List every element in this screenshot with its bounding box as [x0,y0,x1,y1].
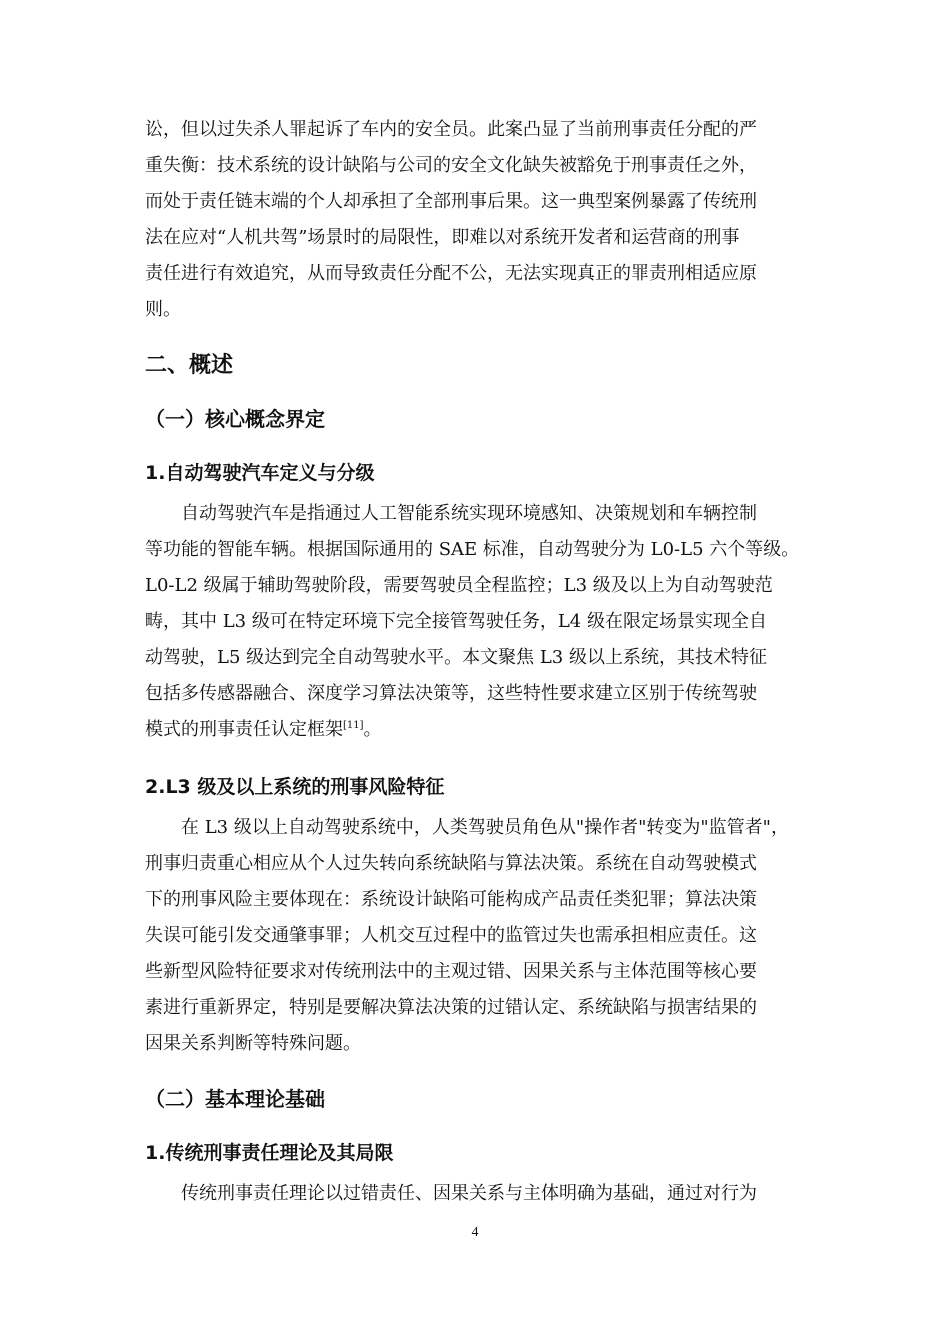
citation-reference: [11] [343,720,364,731]
paragraph-line: 等功能的智能车辆。根据国际通用的 SAE 标准，自动驾驶分为 L0-L5 六个等级。 [145,539,800,560]
paragraph-line: 因果关系判断等特殊问题。 [145,1033,361,1054]
paragraph-line: 动驾驶，L5 级达到完全自动驾驶水平。本文聚焦 L3 级以上系统，其技术特征 [145,647,767,668]
paragraph-line: 些新型风险特征要求对传统刑法中的主观过错、因果关系与主体范围等核心要 [145,961,757,982]
paragraph-line: 法在应对“人机共驾”场景时的局限性，即难以对系统开发者和运营商的刑事 [145,227,740,248]
paragraph-line [145,718,382,742]
paragraph-text: 模式的刑事责任认定框架 [145,719,343,740]
paragraph-line: 重失衡：技术系统的设计缺陷与公司的安全文化缺失被豁免于刑事责任之外， [145,155,757,176]
item-heading: 1.自动驾驶汽车定义与分级 [145,462,375,484]
paragraph-line: 则。 [145,299,181,320]
paragraph-line: 讼，但以过失杀人罪起诉了车内的安全员。此案凸显了当前刑事责任分配的严 [145,119,757,140]
paragraph-line: 传统刑事责任理论以过错责任、因果关系与主体明确为基础，通过对行为 [181,1183,757,1204]
paragraph-line: 而处于责任链末端的个人却承担了全部刑事后果。这一典型案例暴露了传统刑 [145,191,757,212]
paragraph-line: L0-L2 级属于辅助驾驶阶段，需要驾驶员全程监控；L3 级及以上为自动驾驶范 [145,575,773,596]
paragraph-line: 责任进行有效追究，从而导致责任分配不公，无法实现真正的罪责刑相适应原 [145,263,757,284]
paragraph-text: 。 [363,719,382,740]
paragraph-line: 下的刑事风险主要体现在：系统设计缺陷可能构成产品责任类犯罪；算法决策 [145,889,757,910]
item-heading: 2.L3 级及以上系统的刑事风险特征 [145,776,445,798]
paragraph-line: 在 L3 级以上自动驾驶系统中，人类驾驶员角色从"操作者"转变为"监管者"， [181,817,789,838]
paragraph-line: 失误可能引发交通肇事罪；人机交互过程中的监管过失也需承担相应责任。这 [145,925,757,946]
paragraph-line: 畴，其中 L3 级可在特定环境下完全接管驾驶任务，L4 级在限定场景实现全自 [145,611,767,632]
subsection-heading: （一）核心概念界定 [145,407,325,431]
paragraph-line: 素进行重新界定，特别是要解决算法决策的过错认定、系统缺陷与损害结果的 [145,997,757,1018]
item-heading: 1.传统刑事责任理论及其局限 [145,1142,394,1164]
page-number: 4 [471,1225,479,1240]
subsection-heading: （二）基本理论基础 [145,1087,325,1111]
paragraph-line: 刑事归责重心相应从个人过失转向系统缺陷与算法决策。系统在自动驾驶模式 [145,853,757,874]
paragraph-line: 自动驾驶汽车是指通过人工智能系统实现环境感知、决策规划和车辆控制 [181,503,757,524]
paragraph-line: 包括多传感器融合、深度学习算法决策等，这些特性要求建立区别于传统驾驶 [145,683,757,704]
section-heading: 二、概述 [145,353,234,378]
